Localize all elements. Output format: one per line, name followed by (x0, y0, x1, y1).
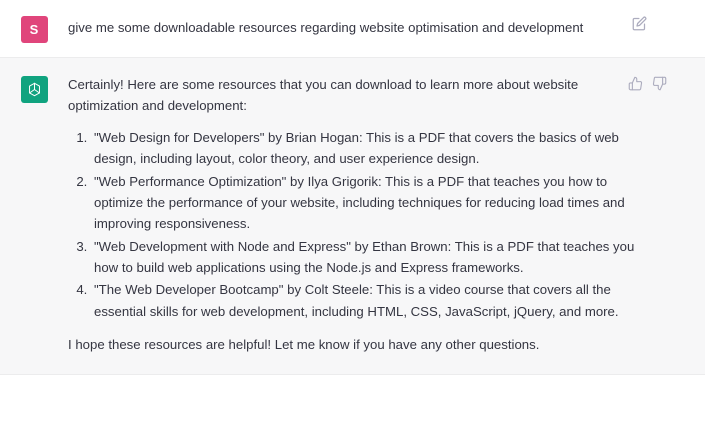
message-user (0, 0, 705, 57)
assistant-avatar (21, 76, 48, 103)
thread-bottom-spacer (0, 375, 705, 405)
assistant-message-actions (628, 76, 667, 91)
assistant-outro-text: I hope these resources are helpful! Let me know if you have any other questions. (68, 337, 540, 353)
user-avatar-column (0, 14, 68, 43)
list-item: 4. "The Web Developer Bootcamp" by Colt Steele: This is a video course that covers all the essential skills for web development, including HTML, CSS, JavaScript, jQuery, and more. (91, 279, 635, 322)
thumbs-down-icon[interactable] (652, 76, 667, 91)
list-item: 3. "Web Development with Node and Express" by Ethan Brown: This is a PDF that teaches you how to build web applications using the Node.js and Express frameworks. (91, 236, 635, 279)
resource-list (68, 127, 635, 322)
assistant-avatar-column (0, 74, 68, 356)
user-message-body (68, 14, 705, 43)
assistant-message-body (68, 74, 705, 356)
message-assistant (0, 57, 705, 375)
user-message-actions (632, 16, 647, 31)
openai-logo-icon (26, 81, 43, 98)
list-item: 1. "Web Design for Developers" by Brian Hogan: This is a PDF that covers the basics of web design, including layout, color theory, and user experience design. (91, 127, 635, 170)
avatar: S (21, 16, 48, 43)
edit-icon[interactable] (632, 16, 647, 31)
list-item: 2. "Web Performance Optimization" by Ilya Grigorik: This is a PDF that teaches you how to optimize the performance of your website, including techniques for reducing load times and improving responsiveness. (91, 171, 635, 235)
thumbs-up-icon[interactable] (628, 76, 643, 91)
user-message-text: give me some downloadable resources regarding website optimisation and development (68, 20, 584, 35)
assistant-intro-text: Certainly! Here are some resources that you can download to learn more about website optimization and development: (68, 77, 579, 114)
